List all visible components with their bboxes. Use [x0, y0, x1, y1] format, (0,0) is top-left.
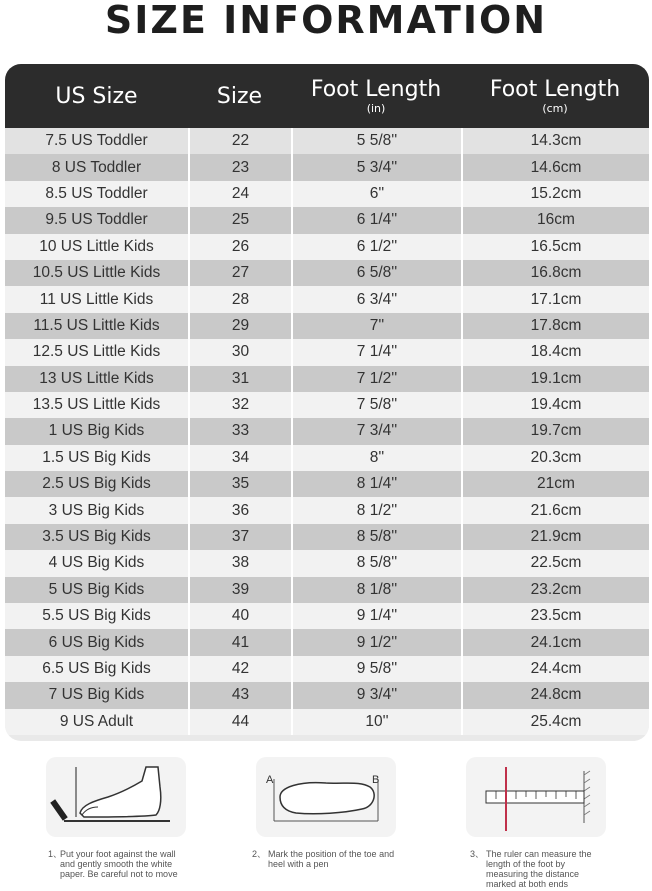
cell-foot-length-in: 6 1/4''	[291, 207, 461, 233]
header-us-size	[5, 64, 188, 128]
cell-us-size: 9.5 US Toddler	[45, 211, 148, 229]
table-row	[5, 418, 649, 444]
cell-foot-length-cm: 20.3cm	[461, 445, 649, 471]
cell-size: 32	[188, 392, 291, 418]
instruction-3	[466, 757, 616, 891]
cell-us-size: 6 US Big Kids	[48, 633, 145, 651]
cell-size: 26	[188, 234, 291, 260]
cell-foot-length-in: 7 1/2''	[291, 366, 461, 392]
instruction-1	[46, 757, 196, 891]
cell-us-size: 12.5 US Little Kids	[32, 343, 161, 361]
cell-foot-length-cm: 17.1cm	[461, 286, 649, 312]
instruction-3-text: The ruler can measure the length of the foot by measuring the distance marked at both ends	[486, 849, 592, 889]
cell-us-size: 2.5 US Big Kids	[42, 475, 151, 493]
cell-size: 29	[188, 313, 291, 339]
cell-size: 35	[188, 471, 291, 497]
cell-foot-length-cm: 19.4cm	[461, 392, 649, 418]
table-row	[5, 682, 649, 708]
cell-foot-length-cm: 17.8cm	[461, 313, 649, 339]
table-row	[5, 577, 649, 603]
table-row	[5, 603, 649, 629]
cell-foot-length-in: 9 3/4''	[291, 682, 461, 708]
cell-foot-length-in: 5 3/4''	[291, 154, 461, 180]
cell-foot-length-cm: 19.1cm	[461, 366, 649, 392]
foot-outline-icon	[256, 757, 396, 837]
cell-us-size: 8 US Toddler	[51, 158, 142, 176]
cell-foot-length-in: 6''	[291, 181, 461, 207]
cell-us-size: 1 US Big Kids	[48, 422, 145, 440]
cell-us-size: 6.5 US Big Kids	[42, 660, 151, 677]
instruction-2-text: Mark the position of the toe and heel with a pen	[268, 849, 395, 869]
table-row	[5, 497, 649, 523]
header-foot-length-cm-label: Foot Length	[489, 76, 621, 102]
table-row	[5, 709, 649, 735]
cell-foot-length-in: 6 5/8''	[291, 260, 461, 286]
table-row	[5, 313, 649, 339]
cell-size: 40	[188, 603, 291, 629]
cell-foot-length-in: 8 5/8''	[291, 524, 461, 550]
header-foot-length-cm	[461, 64, 649, 128]
cell-foot-length-in: 6 3/4''	[291, 286, 461, 312]
cell-size: 24	[188, 181, 291, 207]
cell-size: 27	[188, 260, 291, 286]
cell-foot-length-in: 10''	[291, 709, 461, 735]
cell-foot-length-cm: 22.5cm	[461, 550, 649, 576]
foot-wall-icon	[46, 757, 186, 837]
table-row	[5, 128, 649, 154]
cell-size: 25	[188, 207, 291, 233]
cell-us-size: 8.5 US Toddler	[45, 184, 148, 202]
cell-size: 28	[188, 286, 291, 312]
cell-us-size: 3.5 US Big Kids	[42, 528, 151, 546]
table-row	[5, 154, 649, 180]
cell-us-size: 10.5 US Little Kids	[32, 264, 161, 282]
table-row	[5, 656, 649, 682]
cell-us-size: 7.5 US Toddler	[45, 132, 148, 150]
cell-foot-length-in: 8 1/8''	[291, 577, 461, 603]
diagram-label-a: A	[266, 774, 274, 786]
cell-foot-length-cm: 24.8cm	[461, 682, 649, 708]
size-table	[5, 64, 649, 741]
cell-foot-length-cm: 25.4cm	[461, 709, 649, 735]
cell-foot-length-in: 7''	[291, 313, 461, 339]
cell-us-size: 13.5 US Little Kids	[32, 396, 161, 414]
table-row	[5, 260, 649, 286]
instruction-1-text: Put your foot against the wall and gently smooth the white paper. Be careful not to move	[60, 849, 178, 879]
cell-foot-length-cm: 14.6cm	[461, 154, 649, 180]
ruler-icon	[466, 757, 606, 837]
table-row	[5, 181, 649, 207]
instruction-2	[252, 757, 406, 891]
table-row	[5, 234, 649, 260]
table-row	[5, 524, 649, 550]
cell-size: 44	[188, 709, 291, 735]
cell-us-size: 11.5 US Little Kids	[33, 316, 160, 334]
instruction-1-number: 1、	[48, 849, 63, 859]
foot-against-wall-illustration	[46, 757, 186, 837]
cell-foot-length-in: 8 5/8''	[291, 550, 461, 576]
cell-foot-length-in: 6 1/2''	[291, 234, 461, 260]
table-body	[5, 128, 649, 741]
cell-foot-length-cm: 16cm	[461, 207, 649, 233]
cell-foot-length-cm: 24.4cm	[461, 656, 649, 682]
cell-foot-length-cm: 14.3cm	[461, 128, 649, 154]
cell-us-size: 11 US Little Kids	[39, 290, 154, 308]
header-us-size-label: US Size	[55, 84, 138, 109]
cell-size: 41	[188, 629, 291, 655]
table-row	[5, 392, 649, 418]
table-row	[5, 366, 649, 392]
cell-foot-length-cm: 21.9cm	[461, 524, 649, 550]
cell-size: 33	[188, 418, 291, 444]
cell-size: 38	[188, 550, 291, 576]
cell-us-size: 5.5 US Big Kids	[42, 607, 151, 625]
cell-us-size: 5 US Big Kids	[48, 580, 145, 598]
table-row	[5, 629, 649, 655]
cell-foot-length-in: 7 5/8''	[291, 392, 461, 418]
cell-foot-length-in: 9 1/4''	[291, 603, 461, 629]
cell-us-size: 1.5 US Big Kids	[42, 448, 151, 466]
cell-foot-length-cm: 15.2cm	[461, 181, 649, 207]
cell-size: 34	[188, 445, 291, 471]
table-row	[5, 445, 649, 471]
diagram-label-b: B	[372, 774, 380, 786]
cell-foot-length-in: 9 1/2''	[291, 629, 461, 655]
cell-size: 39	[188, 577, 291, 603]
header-size	[188, 64, 291, 128]
header-foot-length-cm-unit: (cm)	[542, 101, 568, 115]
table-header	[5, 64, 649, 128]
cell-foot-length-in: 7 3/4''	[291, 418, 461, 444]
foot-outline-illustration	[256, 757, 396, 837]
table-row	[5, 207, 649, 233]
cell-foot-length-in: 8 1/4''	[291, 471, 461, 497]
cell-size: 42	[188, 656, 291, 682]
cell-size: 22	[188, 128, 291, 154]
cell-us-size: 13 US Little Kids	[39, 369, 154, 387]
cell-foot-length-cm: 19.7cm	[461, 418, 649, 444]
cell-foot-length-in: 8 1/2''	[291, 497, 461, 523]
cell-size: 31	[188, 366, 291, 392]
cell-foot-length-in: 7 1/4''	[291, 339, 461, 365]
cell-foot-length-cm: 21cm	[461, 471, 649, 497]
instruction-3-number: 3、	[470, 849, 485, 859]
ruler-illustration	[466, 757, 606, 837]
cell-size: 30	[188, 339, 291, 365]
cell-foot-length-cm: 23.5cm	[461, 603, 649, 629]
cell-foot-length-cm: 16.5cm	[461, 234, 649, 260]
cell-us-size: 10 US Little Kids	[39, 237, 154, 255]
table-row	[5, 471, 649, 497]
cell-foot-length-in: 8''	[291, 445, 461, 471]
cell-size: 36	[188, 497, 291, 523]
cell-us-size: 9 US Adult	[59, 712, 134, 730]
cell-foot-length-cm: 21.6cm	[461, 497, 649, 523]
cell-us-size: 7 US Big Kids	[48, 686, 145, 704]
cell-size: 23	[188, 154, 291, 180]
header-foot-length-in	[291, 64, 461, 128]
cell-size: 43	[188, 682, 291, 708]
table-row	[5, 550, 649, 576]
cell-foot-length-cm: 23.2cm	[461, 577, 649, 603]
cell-foot-length-cm: 16.8cm	[461, 260, 649, 286]
page-title: SIZE INFORMATION	[104, 0, 548, 42]
cell-foot-length-cm: 18.4cm	[461, 339, 649, 365]
instruction-2-number: 2、	[252, 849, 267, 859]
table-row	[5, 286, 649, 312]
cell-us-size: 3 US Big Kids	[48, 501, 145, 519]
header-foot-length-in-unit: (in)	[366, 101, 386, 115]
header-foot-length-in-label: Foot Length	[310, 76, 442, 102]
cell-foot-length-in: 9 5/8''	[291, 656, 461, 682]
cell-us-size: 4 US Big Kids	[48, 554, 145, 572]
table-row	[5, 339, 649, 365]
cell-foot-length-in: 5 5/8''	[291, 128, 461, 154]
cell-size: 37	[188, 524, 291, 550]
header-size-label: Size	[216, 84, 263, 109]
cell-foot-length-cm: 24.1cm	[461, 629, 649, 655]
